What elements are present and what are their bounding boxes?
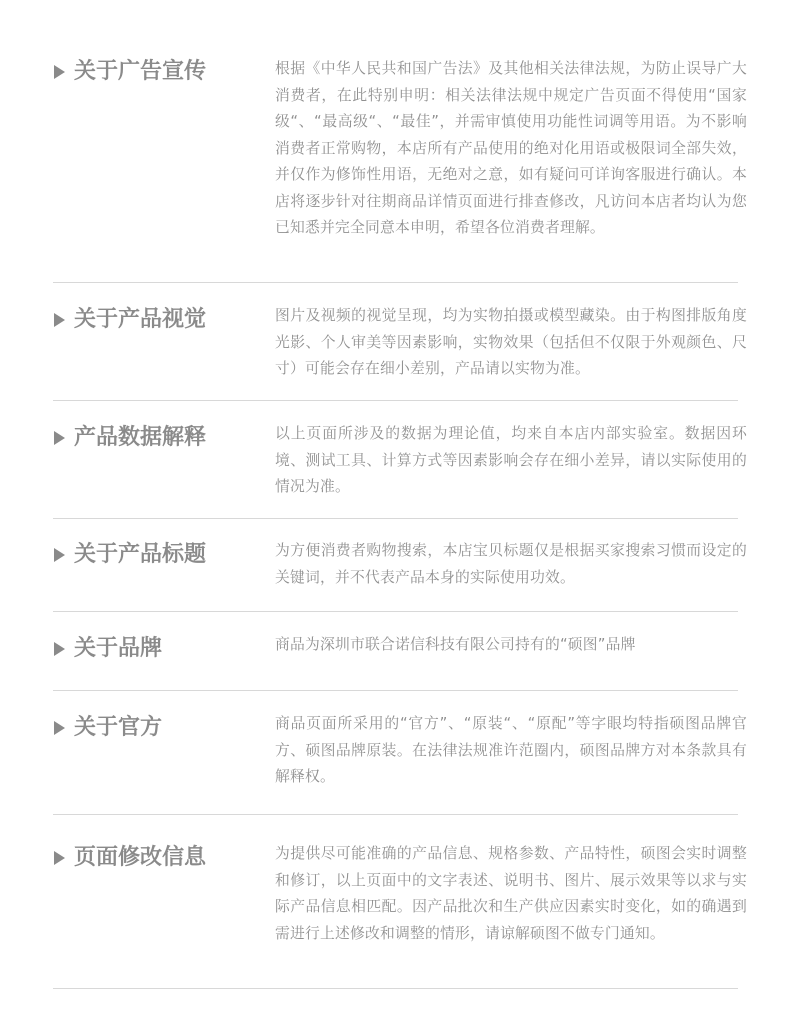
section-title: 关于官方 <box>74 715 163 740</box>
divider <box>53 518 738 519</box>
section-text: 为提供尽可能准确的产品信息、规格参数、产品特性，硕图会实时调整和修订，以上页面中的文字表述、说明书、图片、展示效果等以求与实际产品信息相匹配。因产品批次和生产供应因素实时变化，如的确遇到需进行上述修改和调整的情形，请谅解硕图不做专门通知。 <box>275 845 747 942</box>
section-text: 图片及视频的视觉呈现，均为实物拍摄或模型藏染。由于构图排版角度光影、个人审美等因素影响，实物效果（包括但不仅限于外观颜色、尺寸）可能会存在细小差别，产品请以实物为准。 <box>275 307 747 377</box>
triangle-right-icon <box>54 431 65 445</box>
section-text: 商品为深圳市联合诺信科技有限公司持有的“硕图”品牌 <box>275 636 636 653</box>
section-title: 关于产品视觉 <box>74 307 207 332</box>
divider <box>53 690 738 691</box>
divider <box>53 611 738 612</box>
section-heading <box>53 844 206 872</box>
section-title: 页面修改信息 <box>74 845 207 870</box>
triangle-right-icon <box>54 851 65 865</box>
section-heading <box>53 714 162 742</box>
divider <box>53 814 738 815</box>
section-text: 根据《中华人民共和国广告法》及其他相关法律法规，为防止误导广大消费者，在此特别申明：相关法律法规中规定广告页面不得使用“国家级“、“最高级“、“最佳”，并需审慎使用功能性词调等用语。为不影响消费者正常购物，本店所有产品使用的绝对化用语或极限词全部失效，并仅作为修饰性用语，无绝对之意，如有疑问可详询客服进行确认。本店将逐步针对往期商品详情页面进行排查修改，凡访问本店者均认为您已知悉并完全同意本申明，希望各位消费者理解。 <box>275 60 747 236</box>
triangle-right-icon <box>54 642 65 656</box>
section-heading <box>53 58 206 86</box>
section-text: 为方便消费者购物搜索，本店宝贝标题仅是根据买家搜索习惯而设定的关键词，并不代表产品本身的实际使用功效。 <box>275 542 747 586</box>
divider <box>53 988 738 989</box>
section-title: 关于品牌 <box>74 636 163 661</box>
triangle-right-icon <box>54 721 65 735</box>
divider <box>53 400 738 401</box>
triangle-right-icon <box>54 65 65 79</box>
triangle-right-icon <box>54 548 65 562</box>
divider <box>53 282 738 283</box>
triangle-right-icon <box>54 313 65 327</box>
section-text: 以上页面所涉及的数据为理论值，均来自本店内部实验室。数据因环境、测试工具、计算方式等因素影响会存在细小差异，请以实际使用的情况为准。 <box>275 425 747 495</box>
section-title: 产品数据解释 <box>74 425 207 450</box>
section-title: 关于产品标题 <box>74 542 207 567</box>
section-heading <box>53 541 206 569</box>
section-heading <box>53 424 206 452</box>
section-heading <box>53 635 162 663</box>
section-title: 关于广告宣传 <box>74 59 207 84</box>
section-text: 商品页面所采用的“官方”、“原装“、“原配”等字眼均特指硕图品牌官方、硕图品牌原装。在法律法规准许范圈内，硕图品牌方对本条款具有解释权。 <box>275 715 747 785</box>
section-heading <box>53 306 206 334</box>
